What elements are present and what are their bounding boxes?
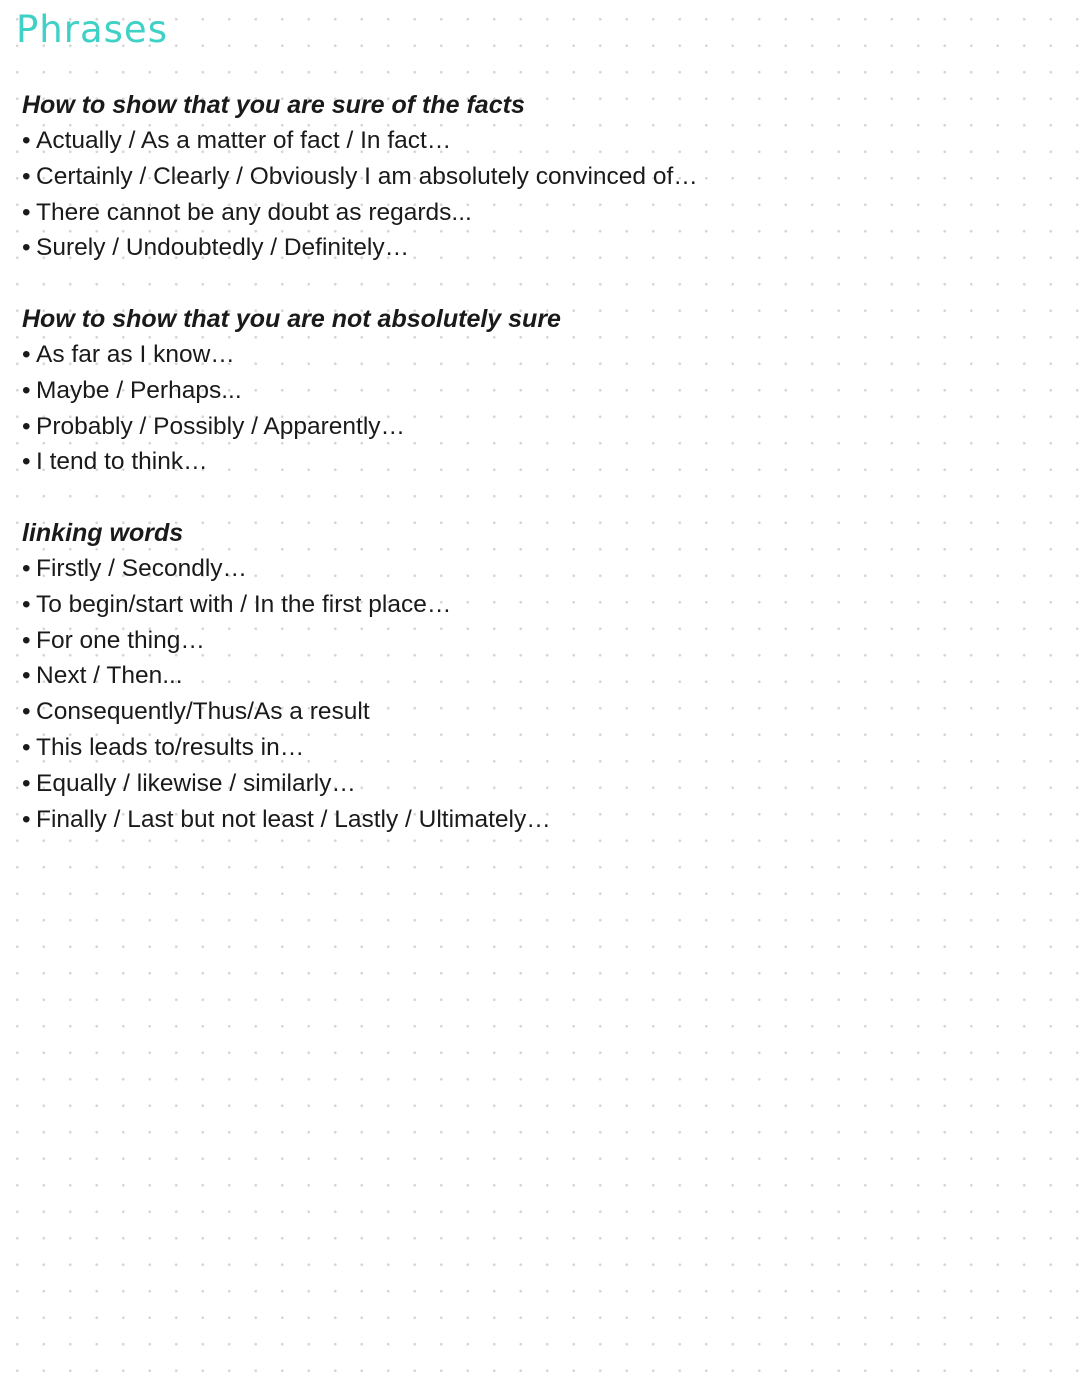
- list-item: [22, 551, 1022, 587]
- phrase-text: I tend to think…: [36, 448, 208, 476]
- bullet-icon: •: [22, 341, 31, 368]
- section-linking-words: [22, 515, 1022, 837]
- phrase-text: Finally / Last but not least / Lastly / Ultimately…: [36, 805, 551, 833]
- phrase-text: Surely / Undoubtedly / Definitely…: [36, 234, 410, 262]
- list-item: [22, 587, 1022, 623]
- phrase-list: [22, 123, 1022, 266]
- list-item: [22, 337, 1022, 373]
- phrase-list: [22, 551, 1022, 837]
- bullet-icon: •: [22, 162, 31, 190]
- list-item: [22, 444, 1022, 480]
- list-item: [22, 623, 1022, 659]
- bullet-icon: •: [22, 590, 31, 618]
- bullet-icon: •: [22, 412, 31, 440]
- list-item: [22, 766, 1022, 802]
- phrase-text: Maybe / Perhaps...: [36, 376, 242, 404]
- bullet-icon: •: [22, 555, 31, 582]
- phrase-text: This leads to/results in…: [36, 733, 305, 761]
- phrase-text: Actually / As a matter of fact / In fact…: [36, 127, 452, 154]
- bullet-icon: •: [22, 769, 31, 797]
- phrase-text: Equally / likewise / similarly…: [36, 769, 356, 797]
- phrase-text: Next / Then...: [36, 662, 183, 690]
- bullet-icon: •: [22, 198, 31, 226]
- list-item: [22, 802, 1022, 838]
- section-heading: linking words: [22, 519, 184, 547]
- phrase-text: There cannot be any doubt as regards...: [36, 198, 472, 226]
- phrase-text: As far as I know…: [36, 341, 235, 368]
- section-heading: How to show that you are sure of the facts: [22, 91, 525, 119]
- bullet-icon: •: [22, 127, 31, 154]
- section-heading: How to show that you are not absolutely sure: [22, 305, 561, 333]
- section-not-absolutely-sure: [22, 301, 1022, 480]
- list-item: [22, 658, 1022, 694]
- bullet-icon: •: [22, 448, 31, 476]
- bullet-icon: •: [22, 626, 31, 654]
- bullet-icon: •: [22, 805, 31, 833]
- list-item: [22, 694, 1022, 730]
- bullet-icon: •: [22, 376, 31, 404]
- phrase-text: Certainly / Clearly / Obviously I am absolutely convinced of…: [36, 162, 698, 190]
- list-item: [22, 123, 1022, 159]
- list-item: [22, 730, 1022, 766]
- section-sure-of-facts: [22, 87, 1022, 266]
- bullet-icon: •: [22, 733, 31, 761]
- list-item: [22, 409, 1022, 445]
- phrase-text: For one thing…: [36, 626, 205, 654]
- list-item: [22, 195, 1022, 231]
- phrase-text: Probably / Possibly / Apparently…: [36, 412, 406, 440]
- phrase-text: Consequently/Thus/As a result: [36, 698, 370, 726]
- list-item: [22, 230, 1022, 266]
- phrase-text: To begin/start with / In the first place…: [36, 590, 452, 618]
- bullet-icon: •: [22, 698, 31, 726]
- phrase-list: [22, 337, 1022, 480]
- bullet-icon: •: [22, 234, 31, 262]
- phrase-text: Firstly / Secondly…: [36, 555, 248, 582]
- page-title: Phrases: [16, 8, 168, 51]
- bullet-icon: •: [22, 662, 31, 690]
- list-item: [22, 159, 1022, 195]
- list-item: [22, 373, 1022, 409]
